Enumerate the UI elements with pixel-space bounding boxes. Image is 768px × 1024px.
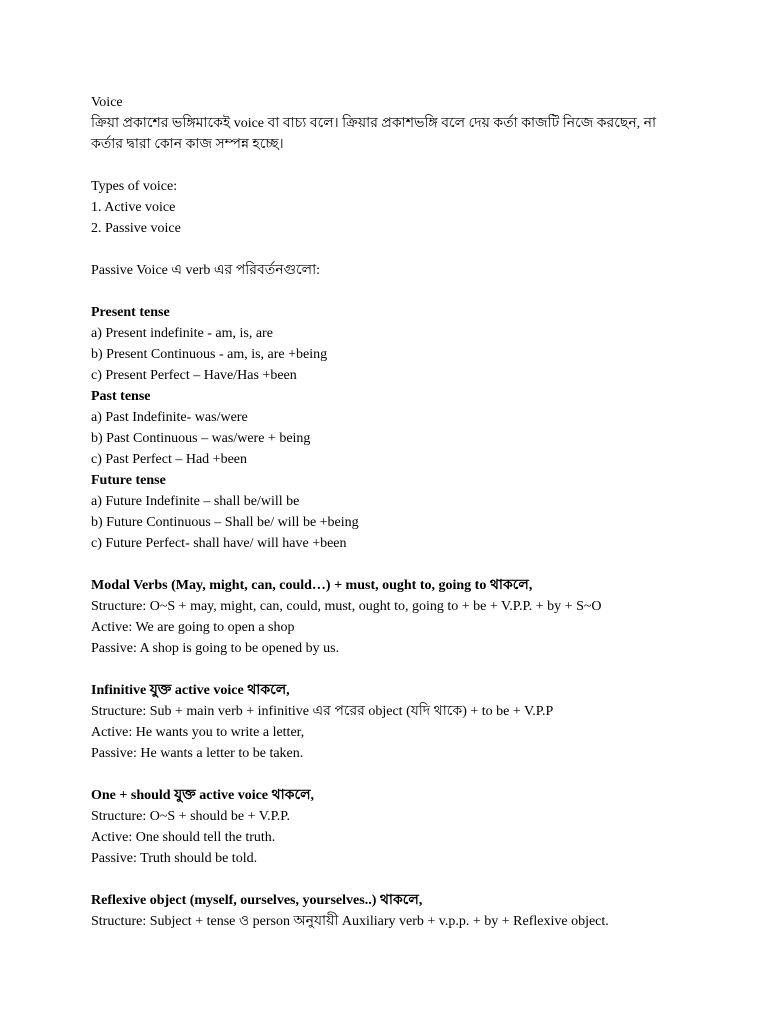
spacer [91, 554, 691, 575]
rule-active-example: Active: One should tell the truth. [91, 830, 276, 845]
rule-structure: Structure: Subject + tense ও person অনুযায়ী Auxiliary verb + v.p.p. + by + Reflexive object. [91, 914, 609, 929]
types-item: 1. Active voice [91, 200, 176, 215]
tense-item: a) Past Indefinite- was/were [91, 410, 248, 425]
voice-definition: ক্রিয়া প্রকাশের ভঙ্গিমাকেই voice বা বাচ্য বলে। ক্রিয়ার প্রকাশভঙ্গি বলে দেয় কর্তা কাজটি নিজে করছেন, না কর্তার দ্বারা কোন কাজ সম্পন্ন হচ্ছে। [91, 116, 657, 152]
tense-item: a) Future Indefinite – shall be/will be [91, 494, 300, 509]
tense-item: a) Present indefinite - am, is, are [91, 326, 273, 341]
tense-heading-present: Present tense [91, 305, 170, 320]
spacer [91, 155, 691, 176]
types-item: 2. Passive voice [91, 221, 181, 236]
types-heading: Types of voice: [91, 179, 178, 194]
document-body [91, 92, 691, 932]
rule-structure: Structure: O~S + may, might, can, could, must, ought to, going to + be + V.P.P. + by + S~O [91, 599, 602, 614]
rule-active-example: Active: We are going to open a shop [91, 620, 295, 635]
rule-heading-modal-verbs: Modal Verbs (May, might, can, could…) + must, ought to, going to থাকলে, [91, 578, 533, 593]
rule-heading-infinitive: Infinitive যুক্ত active voice থাকলে, [91, 683, 290, 698]
spacer [91, 869, 691, 890]
tense-heading-past: Past tense [91, 389, 151, 404]
tense-heading-future: Future tense [91, 473, 166, 488]
tense-item: b) Future Continuous – Shall be/ will be +being [91, 515, 359, 530]
rule-passive-example: Passive: A shop is going to be opened by us. [91, 641, 340, 656]
rule-structure: Structure: O~S + should be + V.P.P. [91, 809, 291, 824]
verb-changes-heading: Passive Voice এ verb এর পরিবর্তনগুলো: [91, 263, 321, 278]
rule-passive-example: Passive: Truth should be told. [91, 851, 258, 866]
tense-item: c) Future Perfect- shall have/ will have +been [91, 536, 347, 551]
tense-item: b) Present Continuous - am, is, are +being [91, 347, 328, 362]
spacer [91, 659, 691, 680]
tense-item: b) Past Continuous – was/were + being [91, 431, 311, 446]
rule-active-example: Active: He wants you to write a letter, [91, 725, 305, 740]
rule-heading-reflexive: Reflexive object (myself, ourselves, yourselves..) থাকলে, [91, 893, 423, 908]
tense-item: c) Present Perfect – Have/Has +been [91, 368, 297, 383]
tense-item: c) Past Perfect – Had +been [91, 452, 248, 467]
spacer [91, 281, 691, 302]
voice-heading: Voice [91, 95, 123, 110]
rule-structure: Structure: Sub + main verb + infinitive এর পরের object (যদি থাকে) + to be + V.P.P [91, 704, 554, 719]
spacer [91, 239, 691, 260]
spacer [91, 764, 691, 785]
rule-heading-one-should: One + should যুক্ত active voice থাকলে, [91, 788, 315, 803]
rule-passive-example: Passive: He wants a letter to be taken. [91, 746, 304, 761]
